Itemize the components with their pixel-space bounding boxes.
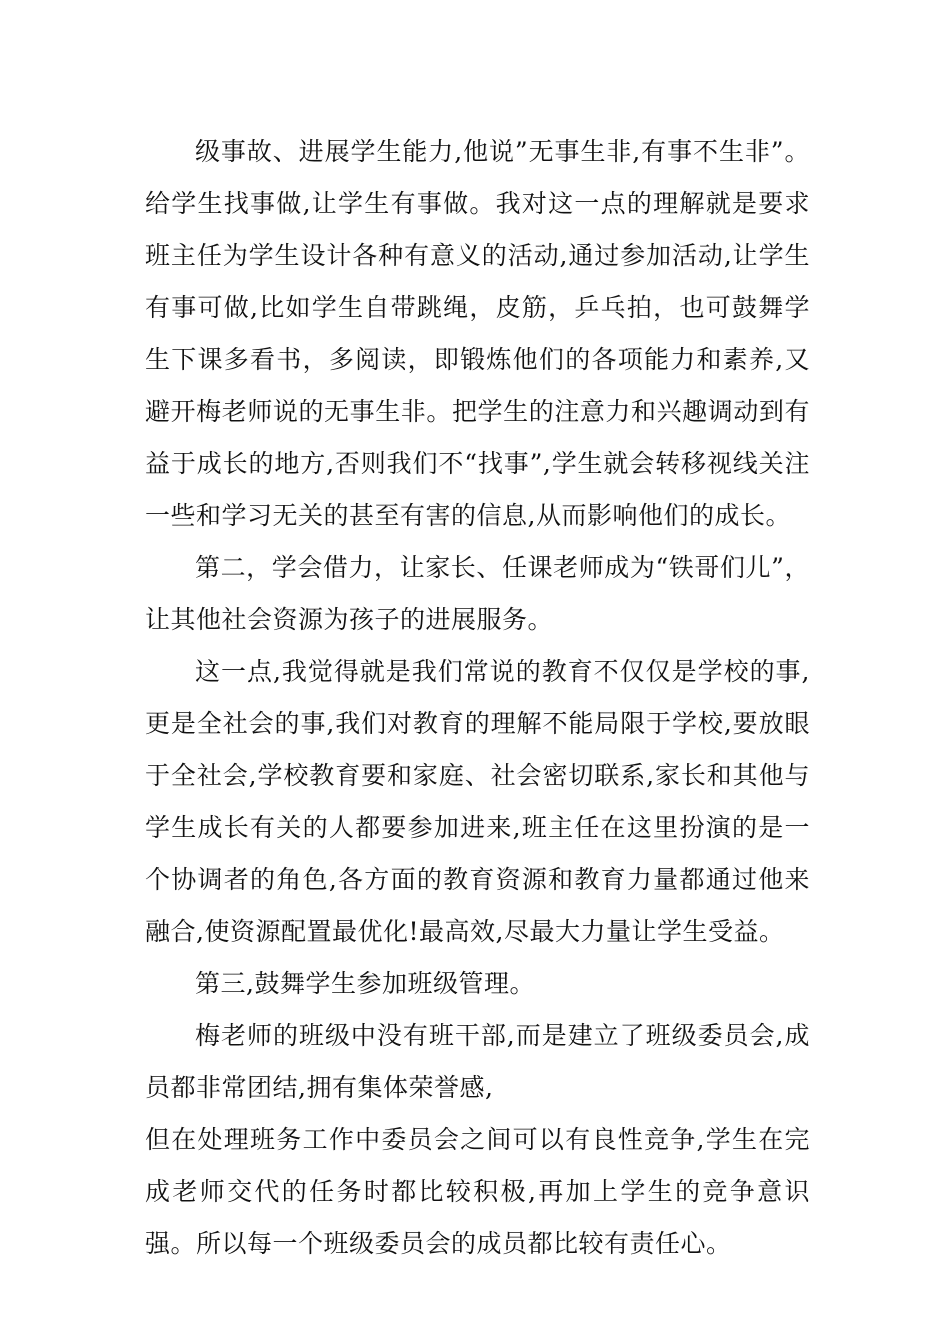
paragraph-student-activities: 级事故、进展学生能力,他说”无事生非,有事不生非”。给学生找事做,让学生有事做。我对这一点的理解就是要求班主任为学生设计各种有意义的活动,通过参加活动,让学生有事可做,比如学生自带跳绳，皮筋，乒乓拍，也可鼓舞学生下课多看书，多阅读，即锻炼他们的各项能力和素养,又避开梅老师说的无事生非。把学生的注意力和兴趣调动到有益于成长的地方,否则我们不“找事”,学生就会转移视线关注一些和学习无关的甚至有害的信息,从而影响他们的成长。 (145, 137, 810, 530)
paragraph-third-point: 第三,鼓舞学生参加班级管理。 (195, 969, 535, 998)
paragraph-committee-competition: 但在处理班务工作中委员会之间可以有良性竞争,学生在完成老师交代的任务时都比较积极,再加上学生的竞争意识强。所以每一个班级委员会的成员都比较有责任心。 (145, 1125, 810, 1258)
paragraph-social-education: 这一点,我觉得就是我们常说的教育不仅仅是学校的事,更是全社会的事,我们对教育的理解不能局限于学校,要放眼于全社会,学校教育要和家庭、社会密切联系,家长和其他与学生成长有关的人都要参加进来,班主任在这里扮演的是一个协调者的角色,各方面的教育资源和教育力量都通过他来融合,使资源配置最优化!最高效,尽最大力量让学生受益。 (145, 657, 810, 946)
paragraph-class-committee: 梅老师的班级中没有班干部,而是建立了班级委员会,成员都非常团结,拥有集体荣誉感, (145, 1021, 810, 1102)
paragraph-second-point: 第二，学会借力，让家长、任课老师成为“铁哥们儿”，让其他社会资源为孩子的进展服务。 (145, 553, 810, 634)
document-body (145, 126, 810, 1270)
